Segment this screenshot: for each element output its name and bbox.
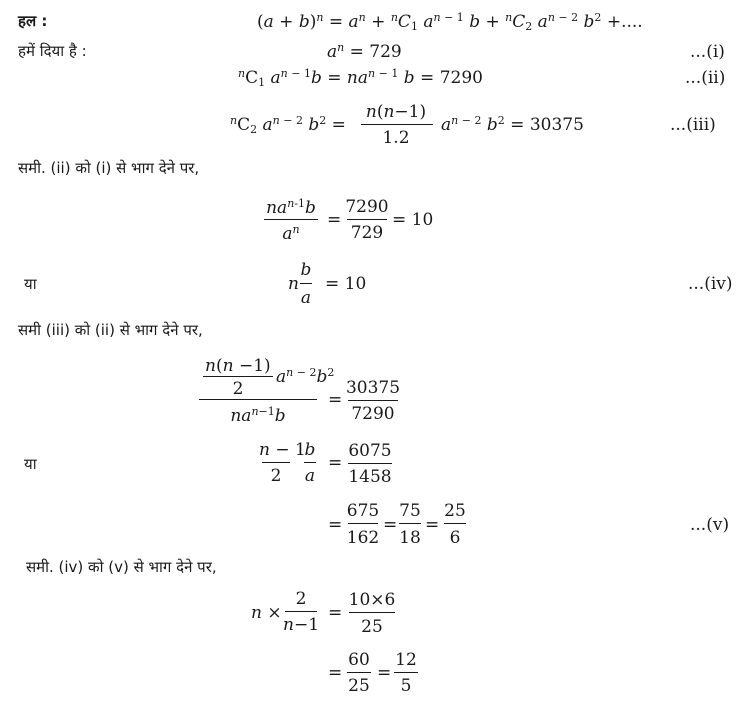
frac-12: 12 [395,650,417,670]
fraction-bar [361,124,433,125]
frac2-den: 729 [350,223,384,243]
fraction-bar [347,672,371,673]
fraction-bar [348,463,392,464]
fraction-bar [300,283,312,284]
frac1-den: $a^n$ [282,223,300,244]
frac-10x6: 10×6 [348,590,396,610]
eq-iv-den: a [300,288,312,308]
frac-25-den: 25 [361,617,383,637]
frac2-num: 7290 [345,197,389,217]
value-10: 10 [344,274,367,294]
ba-num: b [304,440,316,460]
eq-iii-rhs: $a^{n - 2}$ $b^2 = 30375$ [441,114,584,135]
two-over-num: 2 [295,589,307,609]
two-over-den: n−1 [283,615,320,635]
ref-ii: ...(ii) [685,68,726,88]
ratio-den: 2 [270,466,282,486]
frac-5: 5 [400,676,412,696]
equals: = [328,453,343,473]
fraction-bar [264,219,318,220]
frac-60: 60 [348,650,370,670]
frac-7290: 7290 [351,404,395,424]
equals: = [383,515,398,535]
ref-v: ...(v) [690,515,730,535]
eq-iii-den: 1.2 [382,128,410,148]
equals: = [328,390,343,410]
fraction-bar [444,523,466,524]
eq-iv-rhs: = 10 [325,274,367,294]
label-given: हमें दिया है : [18,42,87,60]
frac-18: 18 [399,528,421,548]
eq-ii: $^nC_1$ $a^{n - 1}b = na^{n - 1}$ b = 7290 [238,67,483,89]
equals: = [425,515,440,535]
frac-75: 75 [399,501,421,521]
fraction-bar [394,672,418,673]
binomial-expansion: $(a + b)^n = a^n + ^nC_1$ $a^{n - 1}$ $b + ^nC_2$ $a^{n - 2}$ $b^2$ +.... [257,11,643,33]
fraction-bar [304,462,316,463]
value-30375: 30375 [529,115,584,135]
fraction-bar [203,376,273,377]
frac-25: 25 [444,501,466,521]
equals-10: = 10 [392,210,434,230]
fraction-bar [285,611,317,612]
fraction-bar [199,399,317,400]
equals: = [328,663,343,683]
ratio-num: n − 1 [259,440,306,460]
frac-30375: 30375 [345,378,401,398]
ref-i: ...(i) [690,42,725,62]
label-ya-2: या [24,455,37,473]
step-iv-by-v: समी. (iv) को (v) से भाग देने पर, [26,558,217,576]
cf-top-num: n(n −1) [205,356,271,376]
eq-iv-n: n [288,274,299,294]
equals: = [377,663,392,683]
fraction-bar [349,612,395,613]
label-hal: हल : [18,12,48,30]
equals: = [328,515,343,535]
ref-iii: ...(iii) [670,115,716,135]
n-times: n × [251,603,282,623]
frac1-num: $na^{n-1}b$ [266,197,316,218]
fraction-bar [262,462,290,463]
frac-25b: 25 [348,676,370,696]
frac-162: 162 [346,528,380,548]
frac-6075: 6075 [348,441,392,461]
cf-top-rest: $a^{n - 2}b^2$ [276,366,335,387]
fraction-bar [399,523,421,524]
eq-iii-num: n(n−1) [365,102,427,122]
label-ya: या [24,275,37,293]
eq-iii-lhs: $^nC_2$ $a^{n - 2}$ $b^2$ = [230,114,346,136]
equals: = [328,603,343,623]
eq-iv-num: b [300,260,312,280]
frac-675: 675 [346,501,380,521]
frac-1458: 1458 [348,467,392,487]
fraction-bar [348,523,378,524]
cf-top-den: 2 [232,379,244,399]
step-iii-by-ii: समी (iii) को (ii) से भाग देने पर, [18,321,203,339]
frac-6: 6 [449,528,461,548]
cf-bottom: $na^{n-1}b$ [230,405,286,426]
ba-den: a [304,466,316,486]
equals: = [327,210,342,230]
ref-iv: ...(iv) [688,274,733,294]
step-ii-by-i: समी. (ii) को (i) से भाग देने पर, [18,159,200,177]
fraction-bar [348,400,398,401]
value-729: 729 [369,42,402,62]
value-7290: 7290 [439,68,483,88]
eq-i: $a^n = 729$ [327,41,402,62]
value-10: 10 [411,210,434,230]
fraction-bar [347,219,387,220]
